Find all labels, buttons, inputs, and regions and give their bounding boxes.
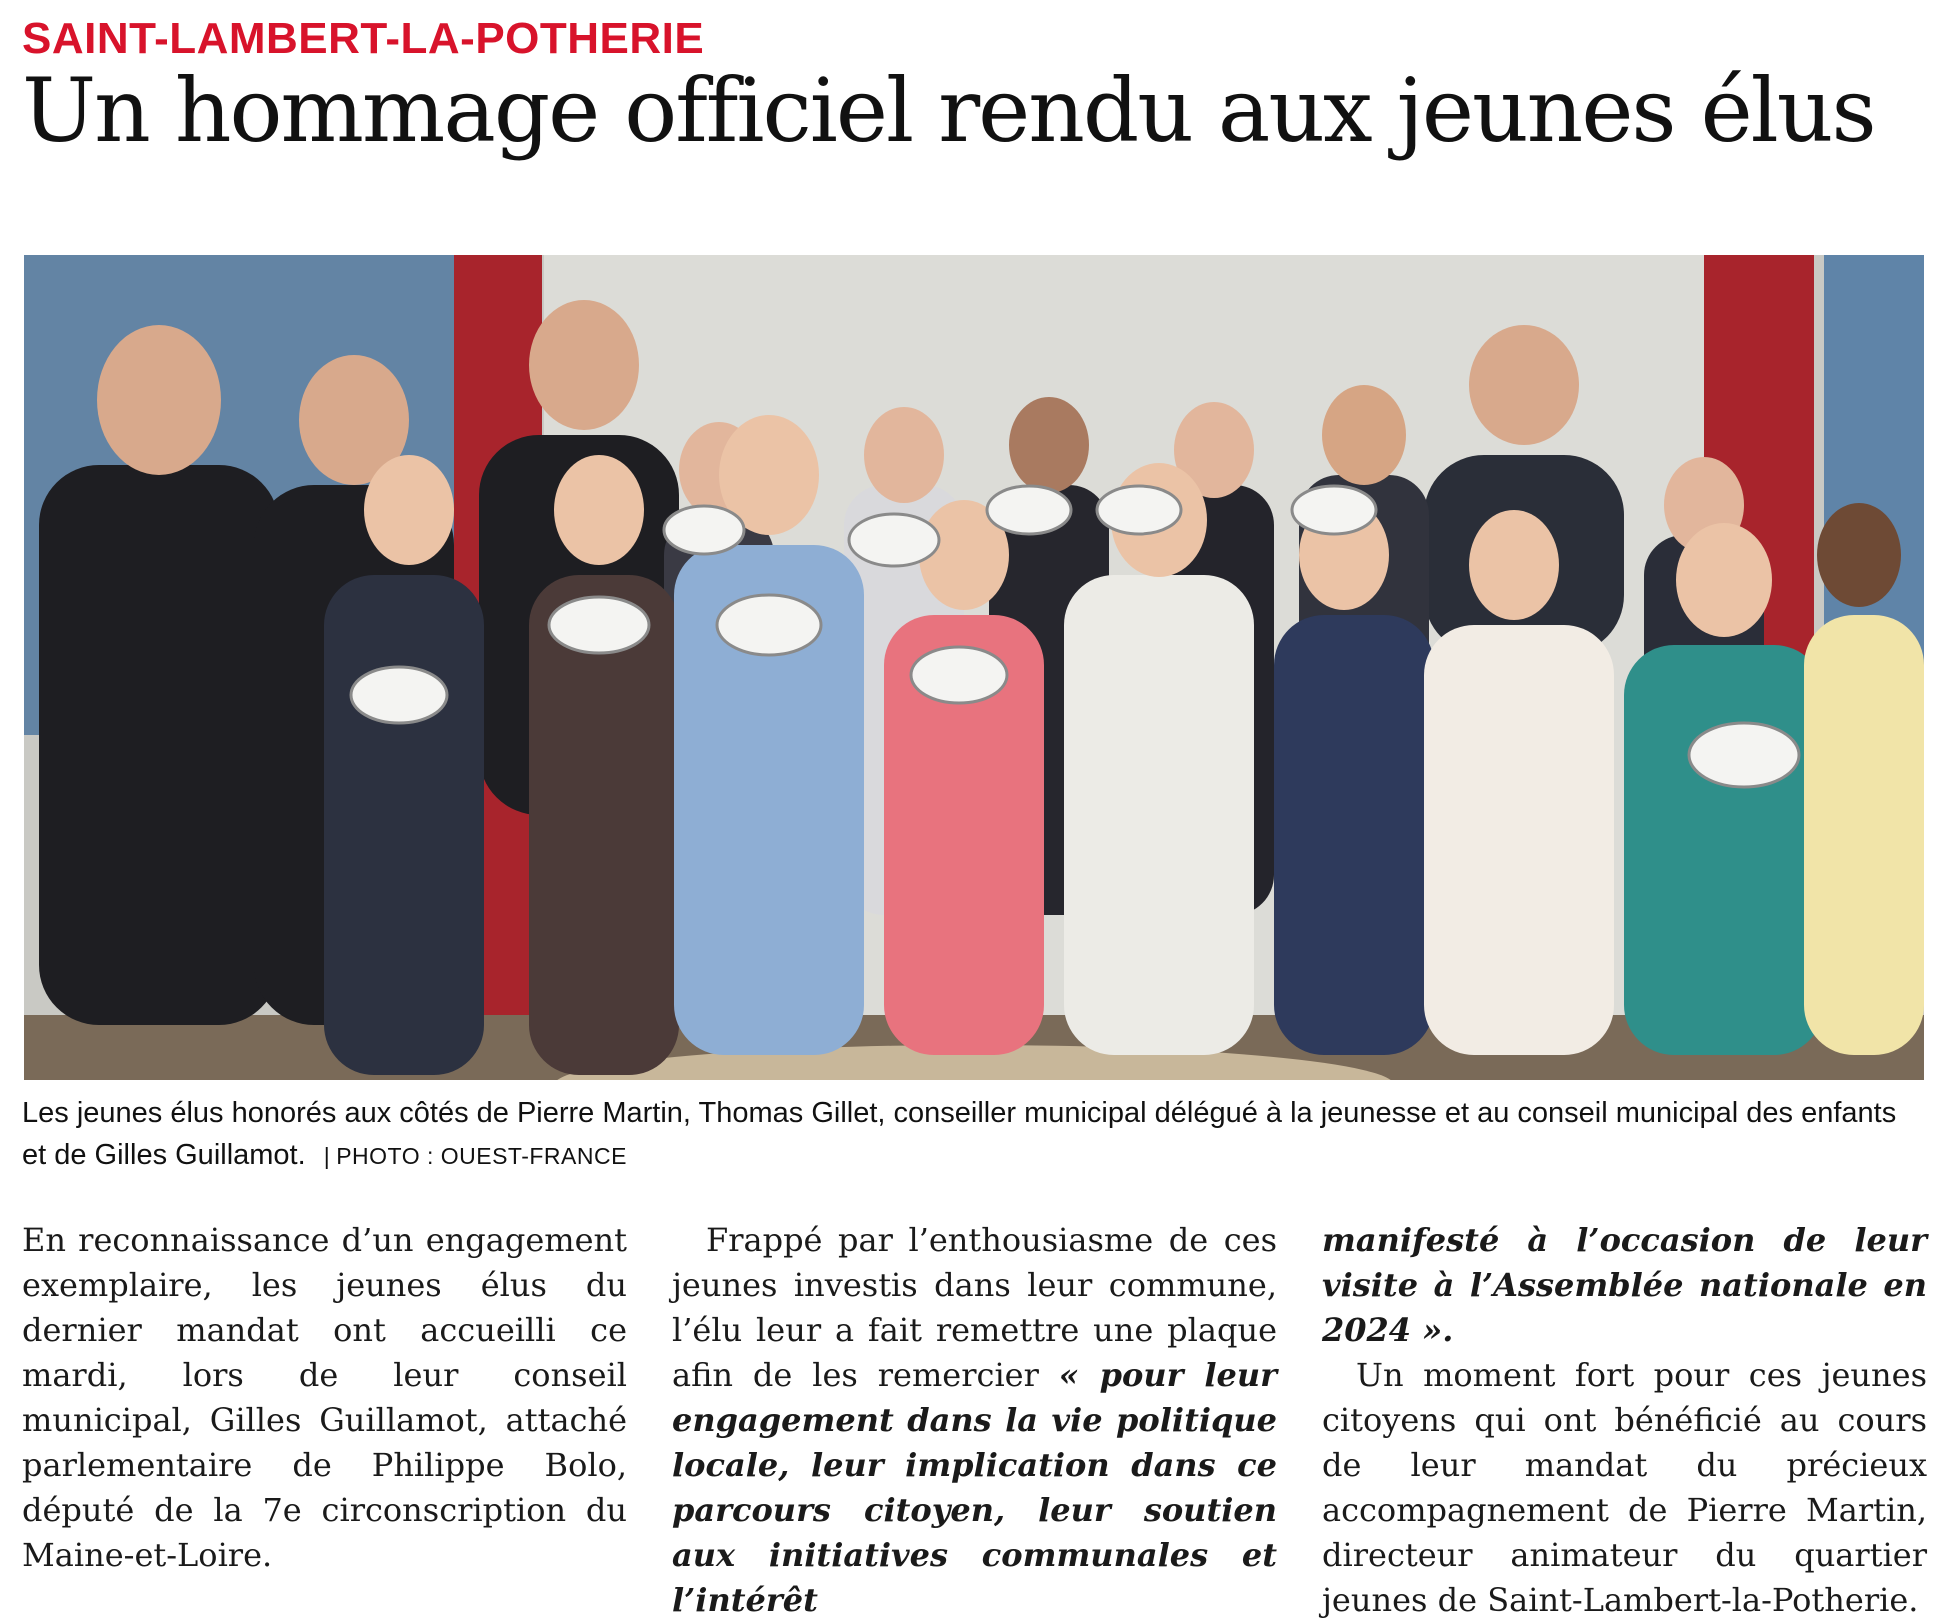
caption-text: Les jeunes élus honorés aux côtés de Pierre Martin, Thomas Gillet, conseiller municipal délégué à la jeunesse et au conseil municipal des enfants et de Gilles Guillamot. — [22, 1097, 1897, 1171]
paragraph-2-text: Frappé par l’enthousiasme de ces jeunes investis dans leur commune, l’élu leur a fait remettre une plaque afin de les remercier — [672, 1221, 1277, 1394]
credit-separator: | — [323, 1143, 331, 1169]
group-photo — [24, 255, 1924, 1080]
body-column-1 — [22, 1218, 627, 1578]
article-kicker: SAINT-LAMBERT-LA-POTHERIE — [22, 14, 705, 63]
paragraph-2-continued — [1322, 1218, 1927, 1353]
photo-credit — [324, 1143, 627, 1169]
paragraph-1: En reconnaissance d’un engagement exemplaire, les jeunes élus du dernier mandat ont accueilli ce mardi, lors de leur conseil municipal, Gilles Guillamot, attaché parlementaire de Philippe Bolo, député de la 7e circonscription du Maine-et-Loire. — [22, 1221, 627, 1574]
body-column-3 — [1322, 1218, 1927, 1623]
quote-part-1: « pour leur engagement dans la vie politique locale, leur implication dans ce parcours citoyen, leur soutien aux initiatives communales et l’intérêt — [672, 1356, 1278, 1619]
article-headline: Un hommage officiel rendu aux jeunes élus — [22, 59, 1875, 162]
credit-text: PHOTO : OUEST-FRANCE — [336, 1143, 627, 1169]
paragraph-2 — [672, 1218, 1277, 1623]
article-body — [22, 1218, 1927, 1619]
body-column-2 — [672, 1218, 1277, 1623]
paragraph-3: Un moment fort pour ces jeunes citoyens qui ont bénéficié au cours de leur mandat du précieux accompagnement de Pierre Martin, directeur animateur du quartier jeunes de Saint-Lambert-la-Potherie. — [1322, 1356, 1927, 1619]
quote-part-2: manifesté à l’occasion de leur visite à l’Assemblée nationale en 2024 ». — [1322, 1221, 1927, 1349]
photo-caption — [22, 1092, 1922, 1177]
